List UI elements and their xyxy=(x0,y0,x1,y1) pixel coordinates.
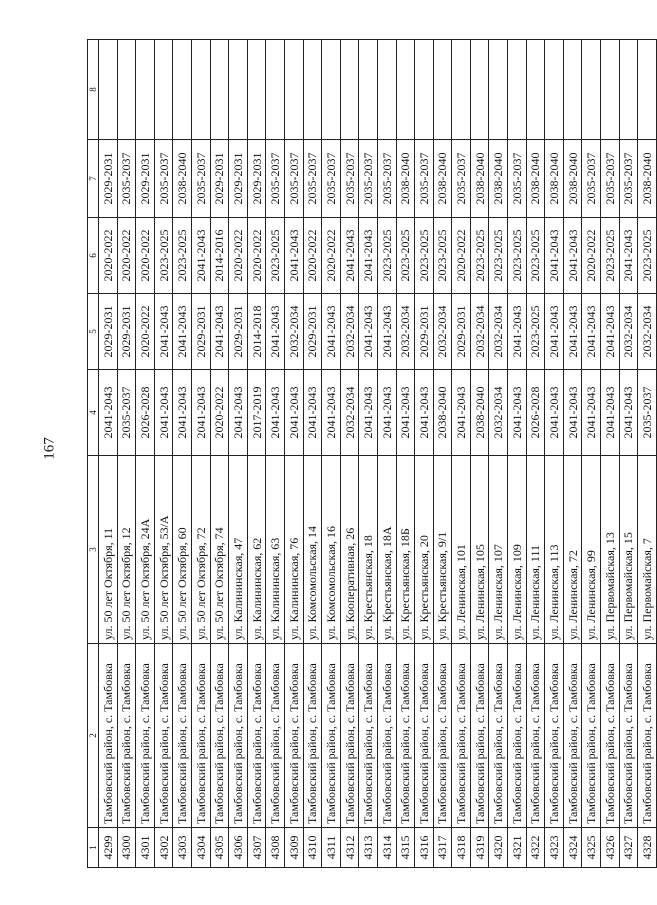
period-cell: 2041-2043 xyxy=(619,370,638,456)
address-cell: ул. 50 лет Октября, 12 xyxy=(117,456,136,644)
district-cell: Тамбовский район, с. Тамбовка xyxy=(284,644,303,828)
period-cell: 2041-2043 xyxy=(266,294,285,370)
empty-cell xyxy=(191,40,210,140)
row-number-cell: 4306 xyxy=(229,828,248,868)
period-cell: 2038-2040 xyxy=(489,140,508,218)
table-row xyxy=(340,40,359,868)
table-row xyxy=(154,40,173,868)
empty-cell xyxy=(99,40,118,140)
row-number-cell: 4324 xyxy=(563,828,582,868)
table-row xyxy=(377,40,396,868)
address-cell: ул. Крестьянская, 9/1 xyxy=(433,456,452,644)
table-row xyxy=(470,40,489,868)
address-cell: ул. 50 лет Октября, 60 xyxy=(173,456,192,644)
district-cell: Тамбовский район, с. Тамбовка xyxy=(545,644,564,828)
address-cell: ул. Первомайская, 13 xyxy=(601,456,620,644)
period-cell: 2041-2043 xyxy=(545,370,564,456)
district-cell: Тамбовский район, с. Тамбовка xyxy=(489,644,508,828)
period-cell: 2038-2040 xyxy=(470,140,489,218)
row-number-cell: 4304 xyxy=(191,828,210,868)
table-row xyxy=(638,40,657,868)
period-cell: 2041-2043 xyxy=(452,370,471,456)
row-number-cell: 4320 xyxy=(489,828,508,868)
empty-cell xyxy=(638,40,657,140)
empty-cell xyxy=(284,40,303,140)
row-number-cell: 4308 xyxy=(266,828,285,868)
column-number: 1 xyxy=(88,828,99,868)
table-row xyxy=(433,40,452,868)
column-number: 3 xyxy=(88,456,99,644)
row-number-cell: 4328 xyxy=(638,828,657,868)
district-cell: Тамбовский район, с. Тамбовка xyxy=(470,644,489,828)
period-cell: 2041-2043 xyxy=(99,370,118,456)
period-cell: 2041-2043 xyxy=(322,370,341,456)
period-cell: 2041-2043 xyxy=(191,370,210,456)
schedule-table xyxy=(87,39,657,868)
period-cell: 2029-2031 xyxy=(247,140,266,218)
period-cell: 2038-2040 xyxy=(433,140,452,218)
district-cell: Тамбовский район, с. Тамбовка xyxy=(377,644,396,828)
period-cell: 2038-2040 xyxy=(433,370,452,456)
period-cell: 2023-2025 xyxy=(470,218,489,294)
period-cell: 2023-2025 xyxy=(173,218,192,294)
period-cell: 2041-2043 xyxy=(545,294,564,370)
address-cell: ул. Ленинская, 72 xyxy=(563,456,582,644)
empty-cell xyxy=(415,40,434,140)
district-cell: Тамбовский район, с. Тамбовка xyxy=(266,644,285,828)
empty-cell xyxy=(377,40,396,140)
period-cell: 2041-2043 xyxy=(359,218,378,294)
period-cell: 2038-2040 xyxy=(638,140,657,218)
row-number-cell: 4301 xyxy=(136,828,155,868)
period-cell: 2029-2031 xyxy=(303,294,322,370)
period-cell: 2032-2034 xyxy=(396,294,415,370)
period-cell: 2029-2031 xyxy=(452,294,471,370)
empty-cell xyxy=(247,40,266,140)
table-row xyxy=(322,40,341,868)
empty-cell xyxy=(266,40,285,140)
table-row xyxy=(117,40,136,868)
period-cell: 2023-2025 xyxy=(638,218,657,294)
period-cell: 2035-2037 xyxy=(154,140,173,218)
row-number-cell: 4314 xyxy=(377,828,396,868)
period-cell: 2029-2031 xyxy=(415,294,434,370)
period-cell: 2041-2043 xyxy=(377,370,396,456)
period-cell: 2035-2037 xyxy=(322,140,341,218)
period-cell: 2041-2043 xyxy=(284,370,303,456)
table-row xyxy=(396,40,415,868)
period-cell: 2041-2043 xyxy=(508,370,527,456)
period-cell: 2041-2043 xyxy=(563,370,582,456)
rotated-table-frame xyxy=(87,40,655,868)
district-cell: Тамбовский район, с. Тамбовка xyxy=(210,644,229,828)
period-cell: 2032-2034 xyxy=(619,294,638,370)
period-cell: 2020-2022 xyxy=(136,294,155,370)
district-cell: Тамбовский район, с. Тамбовка xyxy=(433,644,452,828)
district-cell: Тамбовский район, с. Тамбовка xyxy=(173,644,192,828)
empty-cell xyxy=(173,40,192,140)
table-row xyxy=(136,40,155,868)
table-body xyxy=(99,40,657,868)
period-cell: 2029-2031 xyxy=(210,140,229,218)
row-number-cell: 4319 xyxy=(470,828,489,868)
page-number: 167 xyxy=(41,437,58,460)
empty-cell xyxy=(601,40,620,140)
period-cell: 2041-2043 xyxy=(377,294,396,370)
empty-cell xyxy=(545,40,564,140)
empty-cell xyxy=(433,40,452,140)
empty-cell xyxy=(322,40,341,140)
district-cell: Тамбовский район, с. Тамбовка xyxy=(99,644,118,828)
period-cell: 2041-2043 xyxy=(601,294,620,370)
district-cell: Тамбовский район, с. Тамбовка xyxy=(638,644,657,828)
empty-cell xyxy=(136,40,155,140)
district-cell: Тамбовский район, с. Тамбовка xyxy=(415,644,434,828)
address-cell: ул. Первомайская, 7 xyxy=(638,456,657,644)
period-cell: 2014-2018 xyxy=(247,294,266,370)
period-cell: 2035-2037 xyxy=(117,370,136,456)
district-cell: Тамбовский район, с. Тамбовка xyxy=(322,644,341,828)
address-cell: ул. 50 лет Октября, 53/А xyxy=(154,456,173,644)
row-number-cell: 4316 xyxy=(415,828,434,868)
address-cell: ул. 50 лет Октября, 72 xyxy=(191,456,210,644)
column-number-row xyxy=(88,40,99,868)
period-cell: 2029-2031 xyxy=(99,294,118,370)
address-cell: ул. Крестьянская, 18Б xyxy=(396,456,415,644)
empty-cell xyxy=(210,40,229,140)
empty-cell xyxy=(582,40,601,140)
empty-cell xyxy=(396,40,415,140)
table-row xyxy=(452,40,471,868)
period-cell: 2035-2037 xyxy=(266,140,285,218)
period-cell: 2035-2037 xyxy=(377,140,396,218)
district-cell: Тамбовский район, с. Тамбовка xyxy=(619,644,638,828)
period-cell: 2041-2043 xyxy=(173,294,192,370)
period-cell: 2041-2043 xyxy=(415,370,434,456)
address-cell: ул. Калининская, 62 xyxy=(247,456,266,644)
table-row xyxy=(247,40,266,868)
empty-cell xyxy=(359,40,378,140)
address-cell: ул. Калининская, 47 xyxy=(229,456,248,644)
period-cell: 2038-2040 xyxy=(563,140,582,218)
period-cell: 2032-2034 xyxy=(284,294,303,370)
period-cell: 2041-2043 xyxy=(359,294,378,370)
period-cell: 2038-2040 xyxy=(470,370,489,456)
table-row xyxy=(545,40,564,868)
period-cell: 2038-2040 xyxy=(545,140,564,218)
table-row xyxy=(266,40,285,868)
period-cell: 2029-2031 xyxy=(191,294,210,370)
period-cell: 2014-2016 xyxy=(210,218,229,294)
address-cell: ул. Ленинская, 105 xyxy=(470,456,489,644)
address-cell: ул. Ленинская, 111 xyxy=(526,456,545,644)
period-cell: 2041-2043 xyxy=(582,370,601,456)
period-cell: 2029-2031 xyxy=(99,140,118,218)
period-cell: 2023-2025 xyxy=(601,218,620,294)
period-cell: 2035-2037 xyxy=(619,140,638,218)
period-cell: 2026-2028 xyxy=(136,370,155,456)
period-cell: 2041-2043 xyxy=(396,370,415,456)
period-cell: 2020-2022 xyxy=(303,218,322,294)
period-cell: 2020-2022 xyxy=(117,218,136,294)
empty-cell xyxy=(303,40,322,140)
district-cell: Тамбовский район, с. Тамбовка xyxy=(601,644,620,828)
table-row xyxy=(99,40,118,868)
period-cell: 2026-2028 xyxy=(526,370,545,456)
address-cell: ул. Ленинская, 99 xyxy=(582,456,601,644)
address-cell: ул. Кооперативная, 26 xyxy=(340,456,359,644)
address-cell: ул. Калининская, 76 xyxy=(284,456,303,644)
row-number-cell: 4303 xyxy=(173,828,192,868)
period-cell: 2041-2043 xyxy=(563,218,582,294)
row-number-cell: 4299 xyxy=(99,828,118,868)
period-cell: 2032-2034 xyxy=(489,294,508,370)
period-cell: 2041-2043 xyxy=(322,294,341,370)
period-cell: 2041-2043 xyxy=(154,294,173,370)
table-row xyxy=(191,40,210,868)
district-cell: Тамбовский район, с. Тамбовка xyxy=(359,644,378,828)
table-row xyxy=(582,40,601,868)
table-row xyxy=(210,40,229,868)
period-cell: 2023-2025 xyxy=(526,218,545,294)
address-cell: ул. Крестьянская, 18А xyxy=(377,456,396,644)
table-row xyxy=(563,40,582,868)
period-cell: 2041-2043 xyxy=(601,370,620,456)
table-row xyxy=(526,40,545,868)
empty-cell xyxy=(526,40,545,140)
period-cell: 2035-2037 xyxy=(452,140,471,218)
period-cell: 2038-2040 xyxy=(526,140,545,218)
period-cell: 2032-2034 xyxy=(433,294,452,370)
period-cell: 2038-2040 xyxy=(173,140,192,218)
row-number-cell: 4302 xyxy=(154,828,173,868)
table-row xyxy=(508,40,527,868)
row-number-cell: 4325 xyxy=(582,828,601,868)
period-cell: 2023-2025 xyxy=(266,218,285,294)
period-cell: 2020-2022 xyxy=(322,218,341,294)
rotated-table-wrapper xyxy=(87,40,655,868)
district-cell: Тамбовский район, с. Тамбовка xyxy=(563,644,582,828)
empty-cell xyxy=(489,40,508,140)
row-number-cell: 4318 xyxy=(452,828,471,868)
period-cell: 2041-2043 xyxy=(210,294,229,370)
table-row xyxy=(619,40,638,868)
period-cell: 2023-2025 xyxy=(489,218,508,294)
district-cell: Тамбовский район, с. Тамбовка xyxy=(508,644,527,828)
row-number-cell: 4309 xyxy=(284,828,303,868)
period-cell: 2032-2034 xyxy=(489,370,508,456)
table-row xyxy=(415,40,434,868)
period-cell: 2041-2043 xyxy=(582,294,601,370)
period-cell: 2041-2043 xyxy=(191,218,210,294)
row-number-cell: 4327 xyxy=(619,828,638,868)
period-cell: 2041-2043 xyxy=(173,370,192,456)
period-cell: 2035-2037 xyxy=(117,140,136,218)
period-cell: 2038-2040 xyxy=(396,140,415,218)
period-cell: 2023-2025 xyxy=(508,218,527,294)
period-cell: 2023-2025 xyxy=(526,294,545,370)
period-cell: 2035-2037 xyxy=(582,140,601,218)
row-number-cell: 4315 xyxy=(396,828,415,868)
period-cell: 2041-2043 xyxy=(229,370,248,456)
period-cell: 2035-2037 xyxy=(340,140,359,218)
column-number: 5 xyxy=(88,294,99,370)
row-number-cell: 4300 xyxy=(117,828,136,868)
period-cell: 2041-2043 xyxy=(545,218,564,294)
empty-cell xyxy=(117,40,136,140)
column-number: 6 xyxy=(88,218,99,294)
district-cell: Тамбовский район, с. Тамбовка xyxy=(229,644,248,828)
row-number-cell: 4326 xyxy=(601,828,620,868)
row-number-cell: 4323 xyxy=(545,828,564,868)
address-cell: ул. Ленинская, 107 xyxy=(489,456,508,644)
address-cell: ул. Крестьянская, 20 xyxy=(415,456,434,644)
address-cell: ул. Крестьянская, 18 xyxy=(359,456,378,644)
period-cell: 2029-2031 xyxy=(136,140,155,218)
address-cell: ул. Ленинская, 113 xyxy=(545,456,564,644)
empty-cell xyxy=(470,40,489,140)
district-cell: Тамбовский район, с. Тамбовка xyxy=(526,644,545,828)
row-number-cell: 4311 xyxy=(322,828,341,868)
period-cell: 2029-2031 xyxy=(117,294,136,370)
period-cell: 2035-2037 xyxy=(638,370,657,456)
period-cell: 2032-2034 xyxy=(470,294,489,370)
row-number-cell: 4310 xyxy=(303,828,322,868)
table-row xyxy=(284,40,303,868)
district-cell: Тамбовский район, с. Тамбовка xyxy=(154,644,173,828)
district-cell: Тамбовский район, с. Тамбовка xyxy=(340,644,359,828)
column-number: 2 xyxy=(88,644,99,828)
period-cell: 2035-2037 xyxy=(303,140,322,218)
period-cell: 2035-2037 xyxy=(601,140,620,218)
address-cell: ул. Калининская, 63 xyxy=(266,456,285,644)
period-cell: 2032-2034 xyxy=(340,370,359,456)
period-cell: 2032-2034 xyxy=(340,294,359,370)
empty-cell xyxy=(508,40,527,140)
period-cell: 2041-2043 xyxy=(359,370,378,456)
empty-cell xyxy=(452,40,471,140)
empty-cell xyxy=(154,40,173,140)
period-cell: 2023-2025 xyxy=(377,218,396,294)
period-cell: 2023-2025 xyxy=(396,218,415,294)
period-cell: 2020-2022 xyxy=(210,370,229,456)
row-number-cell: 4307 xyxy=(247,828,266,868)
period-cell: 2029-2031 xyxy=(229,294,248,370)
period-cell: 2041-2043 xyxy=(340,218,359,294)
column-number: 4 xyxy=(88,370,99,456)
row-number-cell: 4321 xyxy=(508,828,527,868)
row-number-cell: 4312 xyxy=(340,828,359,868)
address-cell: ул. Ленинская, 101 xyxy=(452,456,471,644)
table-row xyxy=(303,40,322,868)
row-number-cell: 4317 xyxy=(433,828,452,868)
period-cell: 2041-2043 xyxy=(284,218,303,294)
district-cell: Тамбовский район, с. Тамбовка xyxy=(117,644,136,828)
address-cell: ул. 50 лет Октября, 11 xyxy=(99,456,118,644)
address-cell: ул. Ленинская, 109 xyxy=(508,456,527,644)
period-cell: 2041-2043 xyxy=(266,370,285,456)
period-cell: 2023-2025 xyxy=(154,218,173,294)
period-cell: 2041-2043 xyxy=(303,370,322,456)
period-cell: 2041-2043 xyxy=(619,218,638,294)
period-cell: 2035-2037 xyxy=(191,140,210,218)
address-cell: ул. Комсомольская, 16 xyxy=(322,456,341,644)
table-row xyxy=(359,40,378,868)
address-cell: ул. Первомайская, 15 xyxy=(619,456,638,644)
period-cell: 2041-2043 xyxy=(154,370,173,456)
period-cell: 2020-2022 xyxy=(582,218,601,294)
district-cell: Тамбовский район, с. Тамбовка xyxy=(582,644,601,828)
address-cell: ул. 50 лет Октября, 24А xyxy=(136,456,155,644)
period-cell: 2032-2034 xyxy=(638,294,657,370)
table-row xyxy=(229,40,248,868)
period-cell: 2041-2043 xyxy=(563,294,582,370)
period-cell: 2023-2025 xyxy=(433,218,452,294)
district-cell: Тамбовский район, с. Тамбовка xyxy=(303,644,322,828)
table-row xyxy=(601,40,620,868)
district-cell: Тамбовский район, с. Тамбовка xyxy=(191,644,210,828)
period-cell: 2035-2037 xyxy=(284,140,303,218)
period-cell: 2035-2037 xyxy=(415,140,434,218)
period-cell: 2029-2031 xyxy=(229,140,248,218)
period-cell: 2041-2043 xyxy=(508,294,527,370)
address-cell: ул. Комсомольская, 14 xyxy=(303,456,322,644)
district-cell: Тамбовский район, с. Тамбовка xyxy=(396,644,415,828)
row-number-cell: 4322 xyxy=(526,828,545,868)
period-cell: 2020-2022 xyxy=(99,218,118,294)
column-number: 7 xyxy=(88,140,99,218)
row-number-cell: 4313 xyxy=(359,828,378,868)
empty-cell xyxy=(340,40,359,140)
period-cell: 2020-2022 xyxy=(229,218,248,294)
period-cell: 2020-2022 xyxy=(452,218,471,294)
period-cell: 2020-2022 xyxy=(136,218,155,294)
period-cell: 2017-2019 xyxy=(247,370,266,456)
address-cell: ул. 50 лет Октября, 74 xyxy=(210,456,229,644)
district-cell: Тамбовский район, с. Тамбовка xyxy=(452,644,471,828)
period-cell: 2035-2037 xyxy=(508,140,527,218)
row-number-cell: 4305 xyxy=(210,828,229,868)
period-cell: 2020-2022 xyxy=(247,218,266,294)
table-row xyxy=(173,40,192,868)
column-number: 8 xyxy=(88,40,99,140)
period-cell: 2023-2025 xyxy=(415,218,434,294)
period-cell: 2035-2037 xyxy=(359,140,378,218)
table-row xyxy=(489,40,508,868)
empty-cell xyxy=(619,40,638,140)
empty-cell xyxy=(563,40,582,140)
district-cell: Тамбовский район, с. Тамбовка xyxy=(136,644,155,828)
empty-cell xyxy=(229,40,248,140)
district-cell: Тамбовский район, с. Тамбовка xyxy=(247,644,266,828)
